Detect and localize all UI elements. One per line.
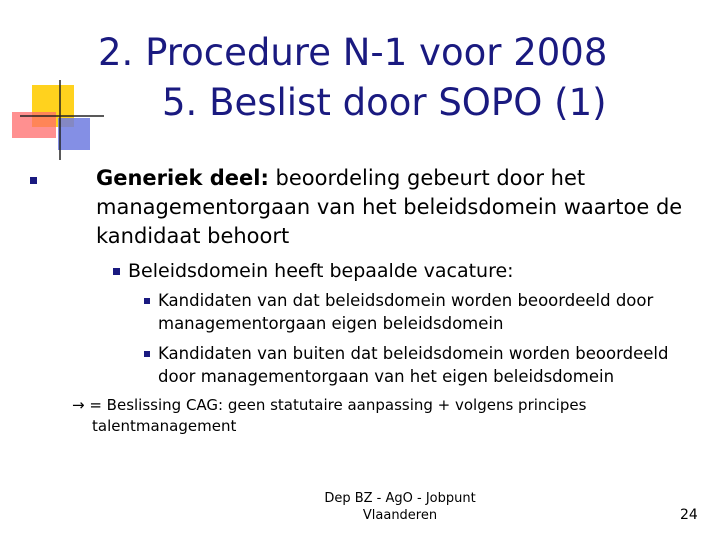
page-number: 24 — [680, 507, 698, 523]
note-line1-text: = Beslissing CAG: geen statutaire aanpassing + volgens principes — [84, 396, 587, 414]
footer-line-2: Vlaanderen — [362, 508, 438, 523]
footer-line-1: Dep BZ - AgO - Jobpunt — [324, 491, 476, 506]
bullet1-line1-text: beoordeling gebeurt door het — [268, 166, 586, 190]
title-line-1: 2. Procedure N-1 voor 2008 — [98, 31, 608, 74]
bullet3b-line2: door managementorgaan van het eigen beleidsdomein — [158, 367, 615, 386]
arrow-icon: → — [72, 396, 85, 414]
bullet2-text: Beleidsdomein heeft bepaalde vacature: — [128, 260, 514, 282]
bullet3a-line2: managementorgaan eigen beleidsdomein — [158, 314, 504, 333]
footer-organization — [300, 490, 500, 524]
note-line2: talentmanagement — [92, 417, 237, 435]
note-line1 — [72, 395, 586, 416]
bullet-marker-level2 — [113, 268, 120, 275]
bullet-marker-level3a — [144, 298, 150, 304]
bullet1-bold-label: Generiek deel: — [96, 166, 269, 190]
bullet3a-line1: Kandidaten van dat beleidsdomein worden beoordeeld door — [158, 291, 654, 310]
title-line-2: 5. Beslist door SOPO (1) — [162, 81, 607, 124]
bullet1-line1 — [96, 164, 585, 193]
bullet1-line2: managementorgaan van het beleidsdomein waartoe de — [96, 195, 683, 219]
bullet-marker-level3b — [144, 351, 150, 357]
bullet-marker-level1 — [30, 177, 37, 184]
bullet3b-line1: Kandidaten van buiten dat beleidsdomein worden beoordeeld — [158, 344, 669, 363]
bullet1-line3: kandidaat behoort — [96, 224, 290, 248]
